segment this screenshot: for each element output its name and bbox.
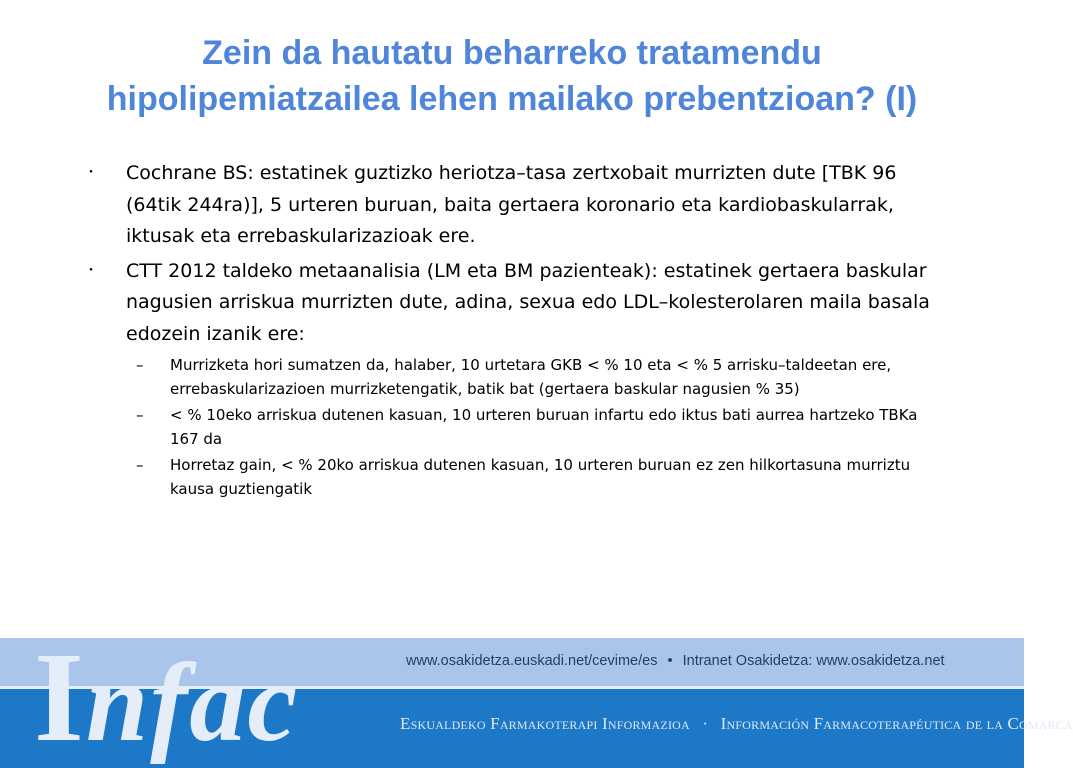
slide-content xyxy=(82,158,942,503)
cevime-url-link[interactable]: www.osakidetza.euskadi.net/cevime/es xyxy=(406,653,658,669)
bullet-marker: ・ xyxy=(84,165,98,181)
slide-title xyxy=(0,30,1024,122)
sub-bullet-item xyxy=(82,453,942,501)
tagline-basque: Eskualdeko Farmakoterapi Informazioa xyxy=(400,714,690,733)
url-separator: • xyxy=(667,653,673,669)
bullet-text: Cochrane BS: estatinek guztizko heriotza–tasa zertxobait murrizten dute [TBK 96 (64tik 244ra)], 5 urteren buruan, baita gertaera koronario eta kardiobaskularrak, iktusak eta errebaskularizazioak ere. xyxy=(126,162,897,247)
sub-bullet-item xyxy=(82,353,942,401)
sub-bullet-marker: – xyxy=(136,456,144,474)
slide-title-line2: hipolipemiatzailea lehen mailako prebentzioan? (I) xyxy=(106,80,918,118)
sub-bullet-text: Horretaz gain, < % 20ko arriskua dutenen kasuan, 10 urteren buruan ez zen hilkortasuna murriztu kausa guztiengatik xyxy=(170,456,911,498)
logo-initial: I xyxy=(34,626,86,768)
bullet-item xyxy=(82,256,942,351)
sub-bullet-marker: – xyxy=(136,356,144,374)
footer-urls xyxy=(406,653,945,669)
tagline-separator: · xyxy=(702,714,709,733)
tagline-spanish: Información Farmacoterapéutica de la Comarca xyxy=(720,714,1073,733)
sub-bullet-text: < % 10eko arriskua dutenen kasuan, 10 urteren buruan infartu edo iktus bati aurrea hartzeko TBKa 167 da xyxy=(170,406,918,448)
slide-title-line1: Zein da hautatu beharreko tratamendu xyxy=(202,34,822,72)
bullet-marker: ・ xyxy=(84,262,98,279)
sub-bullet-text: Murrizketa hori sumatzen da, halaber, 10 urtetara GKB < % 10 eta < % 5 arrisku–taldeetan ere, errebaskularizazioen murrizketengatik, batik bat (gertaera baskular nagusien % 35) xyxy=(170,356,892,398)
bullet-item xyxy=(82,158,942,253)
infac-logo xyxy=(34,626,300,768)
bullet-text: CTT 2012 taldeko metaanalisia (LM eta BM pazienteak): estatinek gertaera baskular nagusien arriskua murrizten dute, adina, sexua edo LDL–kolesterolaren maila basala edozein izanik ere: xyxy=(126,259,930,345)
logo-text: nfac xyxy=(85,641,300,765)
sub-bullet-item xyxy=(82,403,942,451)
sub-bullet-marker: – xyxy=(136,406,144,424)
footer-tagline xyxy=(400,714,1073,734)
intranet-url-link[interactable]: Intranet Osakidetza: www.osakidetza.net xyxy=(682,653,945,669)
